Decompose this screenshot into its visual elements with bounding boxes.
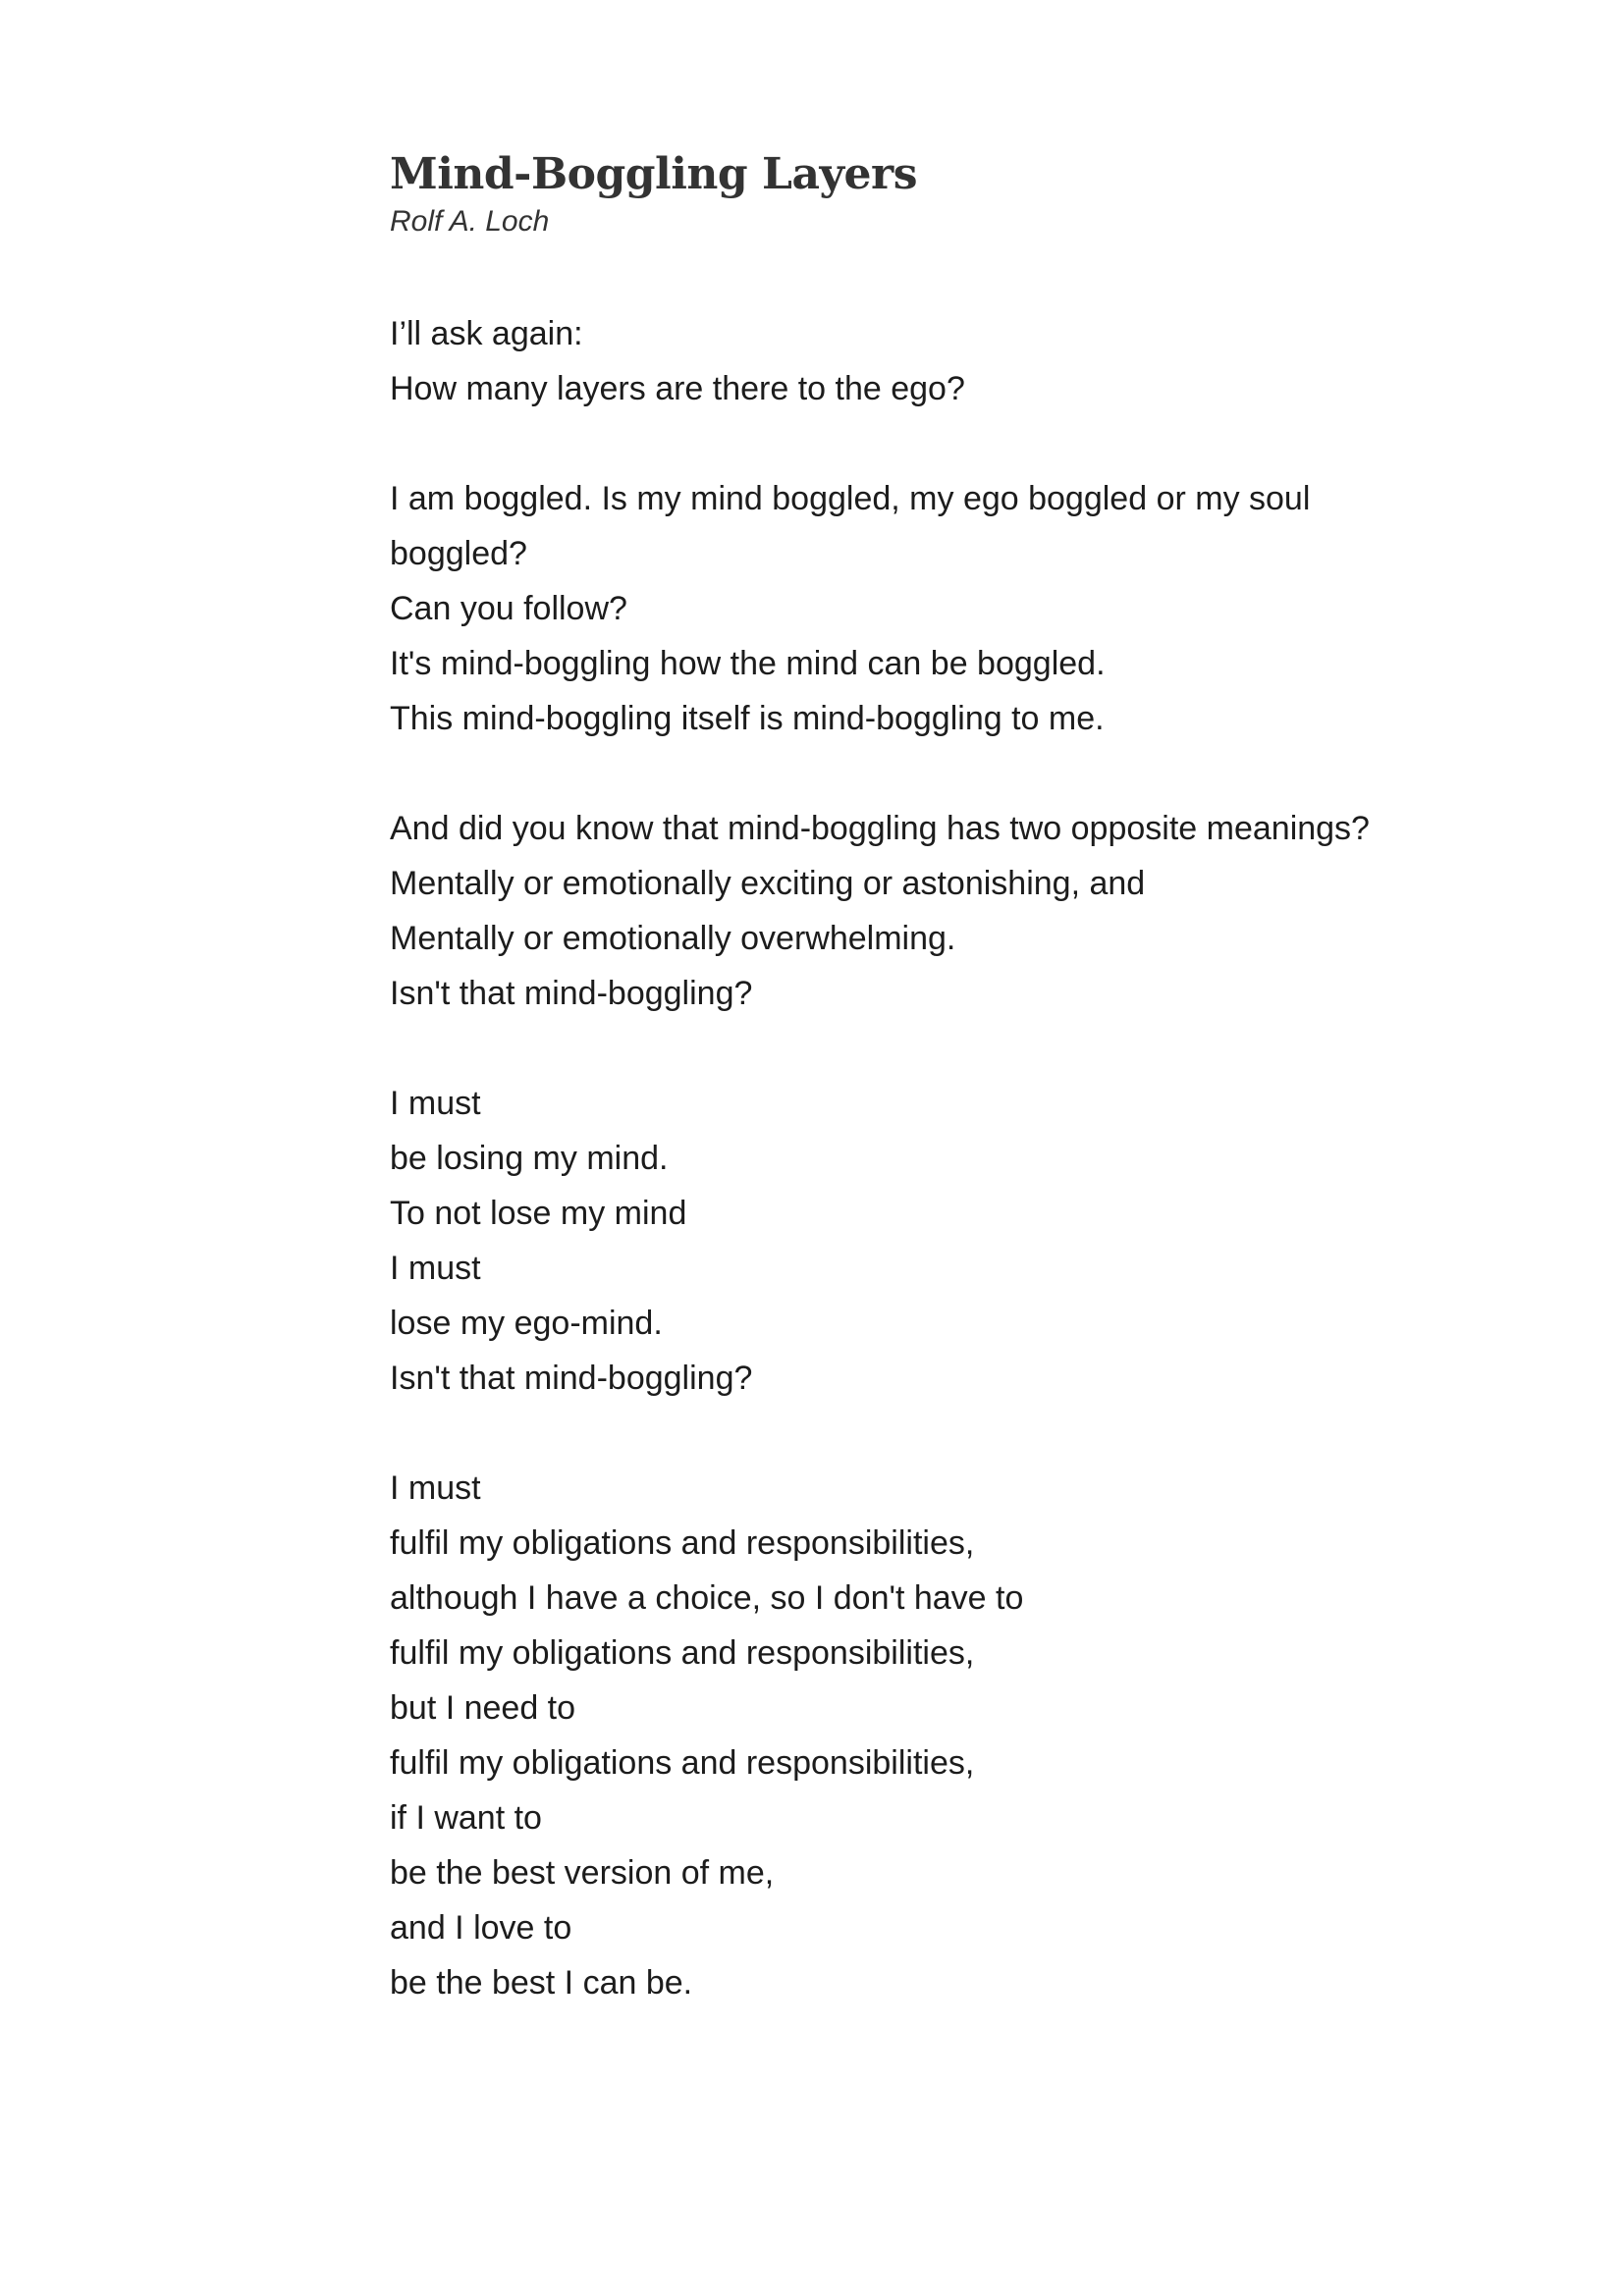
poem-line: How many layers are there to the ego? (390, 370, 965, 407)
poem-line: fulfil my obligations and responsibilities, (390, 1634, 975, 1672)
poem-line: Isn't that mind-boggling? (390, 975, 753, 1012)
poem-line: fulfil my obligations and responsibilities, (390, 1744, 975, 1782)
poem-line: I’ll ask again: (390, 315, 583, 352)
poem-line: This mind-boggling itself is mind-boggling to me. (390, 700, 1105, 737)
poem-line: if I want to (390, 1799, 542, 1837)
poem-line: I must (390, 1085, 481, 1122)
poem-line: and I love to (390, 1909, 572, 1947)
poem-line: be the best I can be. (390, 1964, 693, 2002)
poem-line: although I have a choice, so I don't have to (390, 1579, 1024, 1617)
poem-line: boggled? (390, 535, 527, 572)
poem-line: Isn't that mind-boggling? (390, 1360, 753, 1397)
poem-line: Mentally or emotionally overwhelming. (390, 920, 956, 957)
poem-line: lose my ego-mind. (390, 1305, 663, 1342)
poem-line: fulfil my obligations and responsibilities, (390, 1524, 975, 1562)
poem-line: but I need to (390, 1689, 576, 1727)
poem-line: I must (390, 1469, 481, 1507)
poem-line: It's mind-boggling how the mind can be boggled. (390, 645, 1106, 682)
poem-line: Can you follow? (390, 590, 627, 627)
poem-title: Mind-Boggling Layers (390, 149, 917, 199)
stanza-5 (390, 1461, 1548, 2010)
poem-line: I must (390, 1250, 481, 1287)
poem-line: And did you know that mind-boggling has two opposite meanings? (390, 810, 1370, 847)
poem-line: To not lose my mind (390, 1195, 687, 1232)
poem-line: Mentally or emotionally exciting or astonishing, and (390, 865, 1146, 902)
poem-line: be the best version of me, (390, 1854, 775, 1892)
poem-line: I am boggled. Is my mind boggled, my ego boggled or my soul (390, 480, 1311, 517)
poem-line: be losing my mind. (390, 1140, 669, 1177)
stanza-2 (390, 471, 1548, 746)
poem-author: Rolf A. Loch (390, 205, 550, 238)
poem (390, 147, 1548, 2065)
poem-body (390, 306, 1548, 2010)
stanza-4 (390, 1076, 1548, 1406)
stanza-3 (390, 801, 1548, 1021)
stanza-1 (390, 306, 1548, 416)
